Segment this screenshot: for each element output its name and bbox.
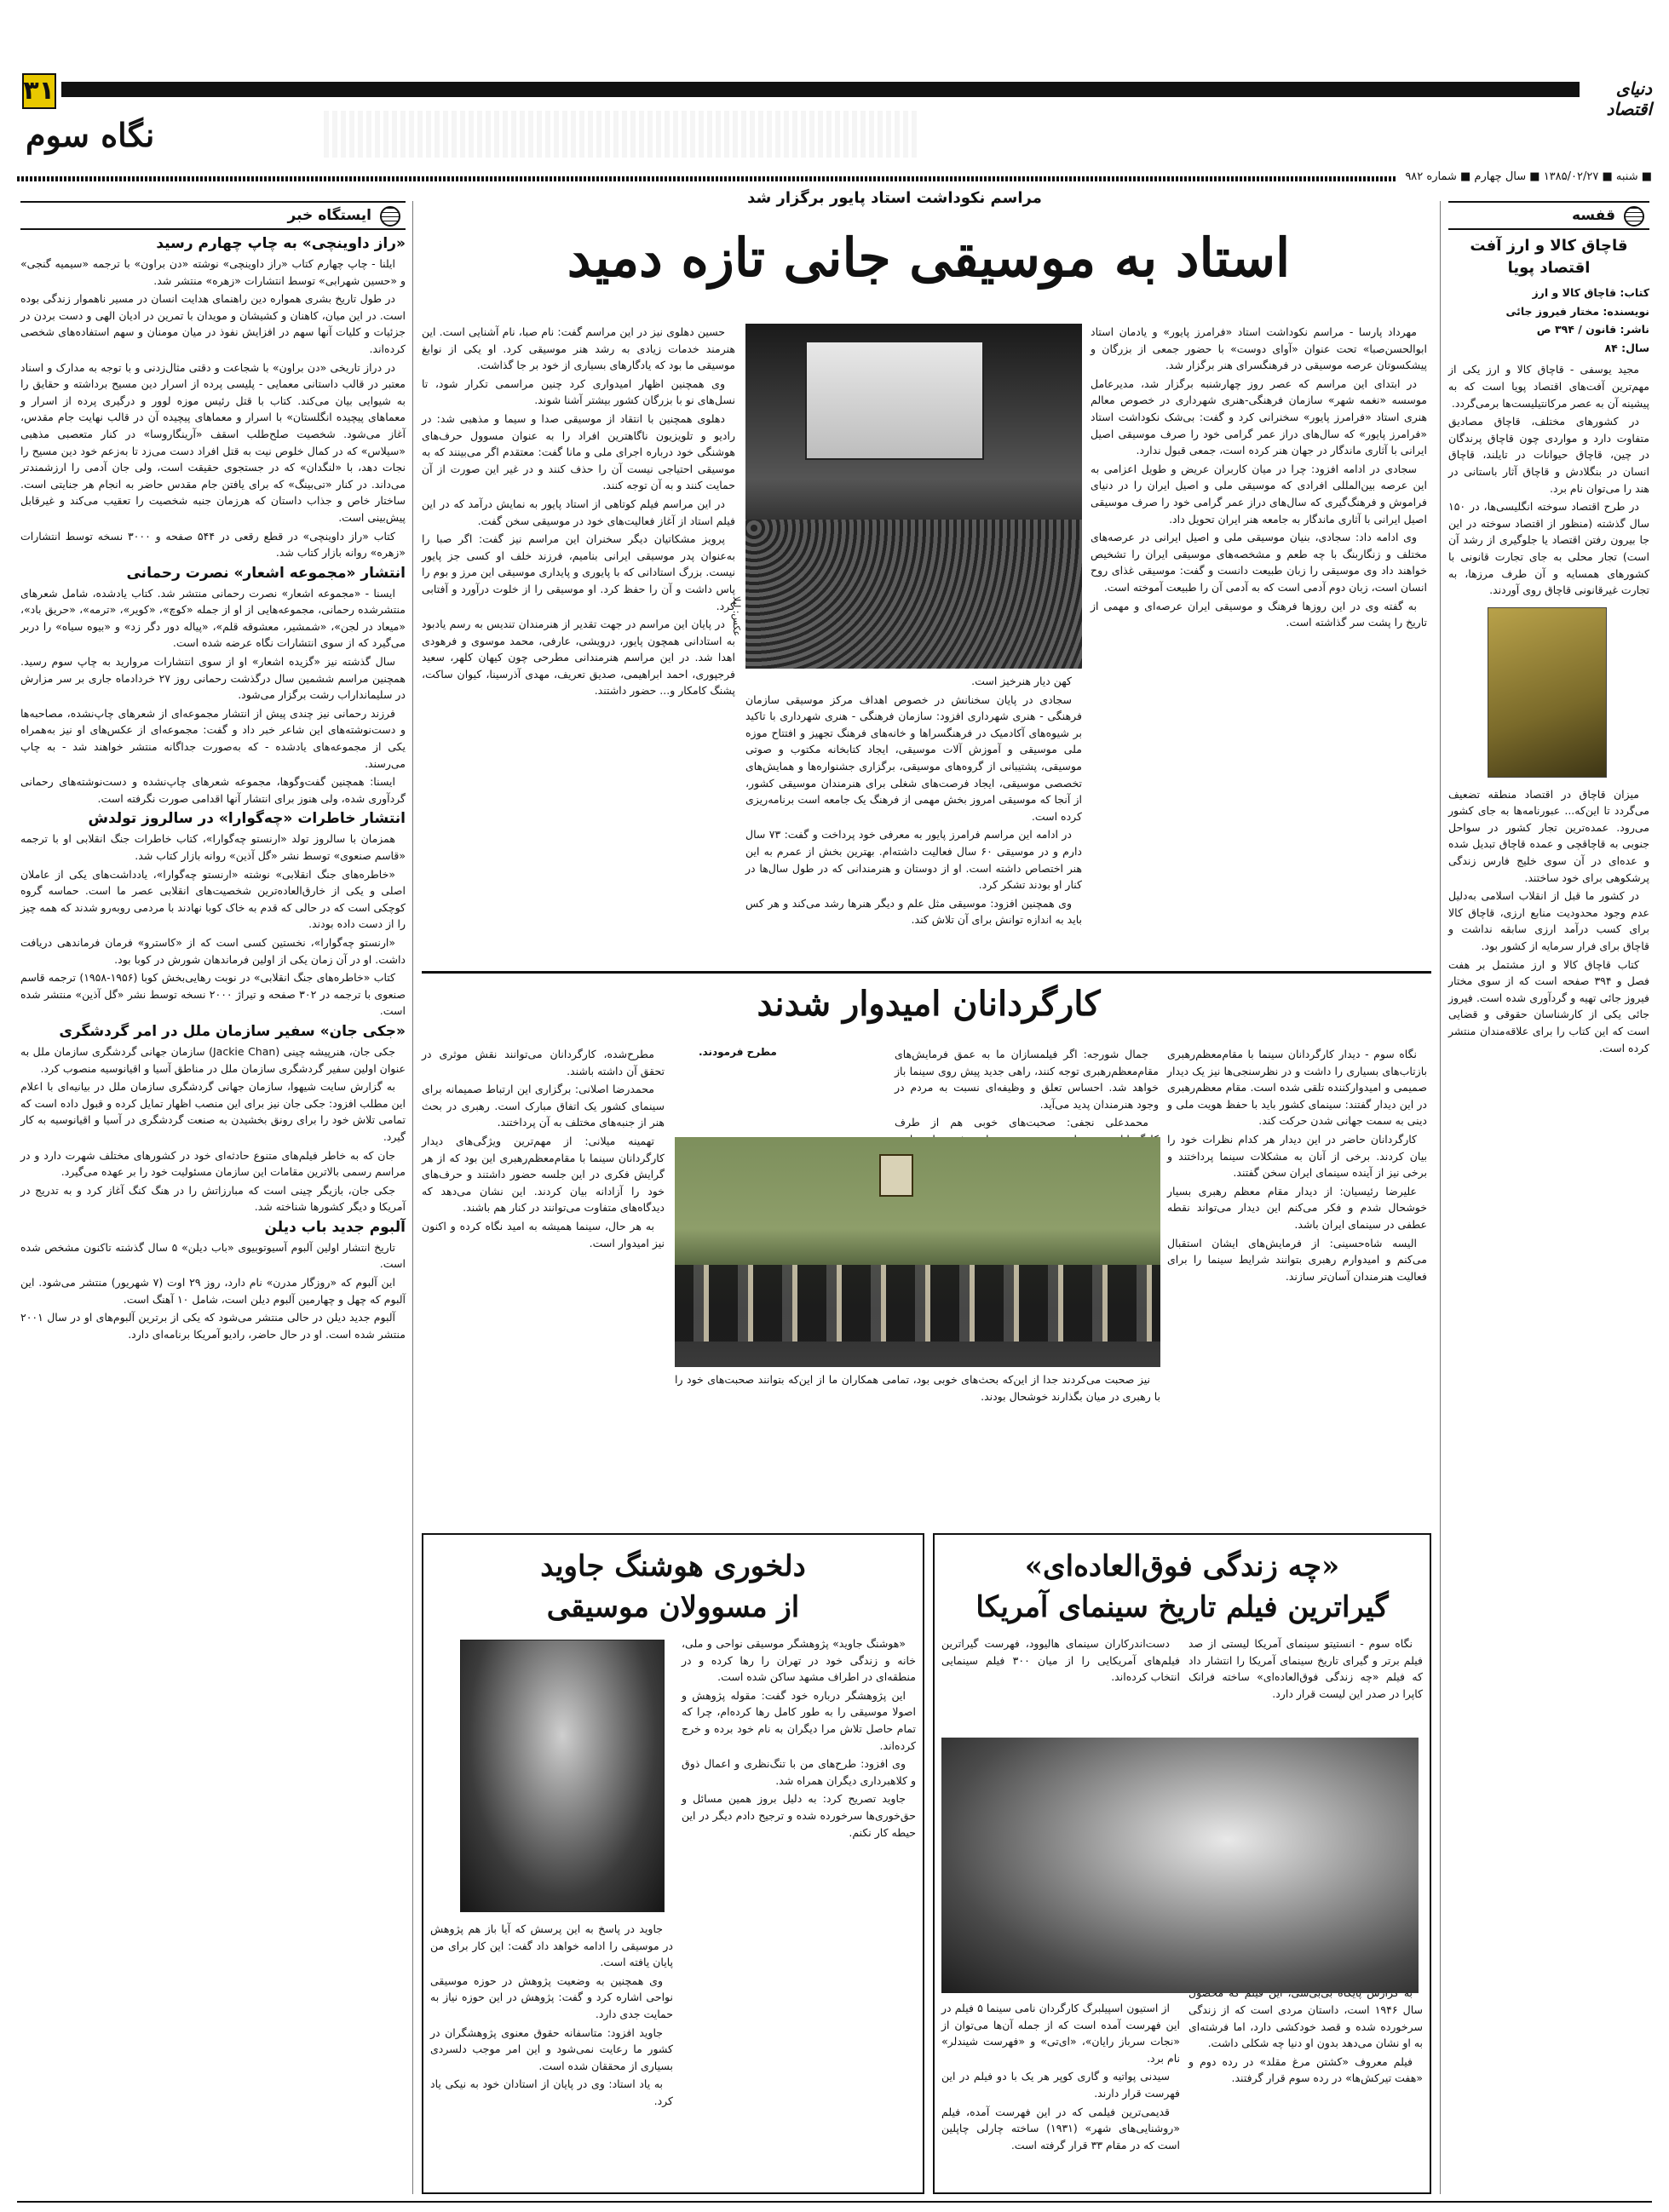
second-article-col-c: مطرح‌شده، کارگردانان می‌توانند نقش موثری در تحقق آن داشته باشند. محمدرضا اصلانی: برگزاری این ارتباط صمیمانه برای سینمای کشور یک اتفاق مبارک است. رهبری در بحث هنر از جنبه‌های مختلف به آن پرداختند. تهمینه میلانی: از مهم‌ترین ویژگی‌های دیدار کارگردانان سینما با مقام‌معظم‌رهبری این بود که از هر گرایش فکری در این جلسه حضور داشتند و حرف‌های خود را آزادانه بیان کردند. این نشان می‌دهد که دیدگاه‌های متفاوت می‌توانند در کنار هم باشند. به هر حال، سینما همیشه به امید نگاه کرده و اکنون نیز امیدوار است. <box>422 1048 665 1250</box>
film-headline: «چه زندگی فوق‌العاده‌ای» گیراترین فیلم تاریخ سینمای آمریکا <box>976 1549 1389 1624</box>
dateline-rule <box>17 176 1396 181</box>
section-title: نگاه سوم <box>26 116 155 154</box>
film-article-col-a: نگاه سوم - انستیتو سینمای آمریکا لیستی از صد فیلم برتر و گیرای تاریخ سینمای آمریکا را انتشار داد که فیلم «چه زندگی فوق‌العاده‌ای» ساخته فرانک کاپرا در صدر این لیست قرار دارد. سال ۱۹۴۶ است، داستان مردی است که از زندگی سرخورده شده و قصد خودکشی دارد، اما فرشته‌ای به او نشان می‌دهد بدون او دنیا چه شکلی داشت. فیلم معروف «کشتن مرغ مقلد» در رده دوم و «هفت تیرکش‌ها» در رده سوم قرار گرفتند. <box>1188 1637 1423 2085</box>
photo-credit: عکس: لیلا <box>731 596 742 637</box>
book-title: قاچاق کالا و ارز آفت اقتصاد پویا <box>1470 237 1628 277</box>
main-article-col-3: کهن دیار هنرخیز است. سجادی در پایان سخنانش در خصوص اهداف مرکز موسیقی سازمان فرهنگی - هنری شهرداری افزود: سازمان فرهنگی - هنری شهرداری با تاکید بر شیوه‌های آکادمیک در فرهنگسراها و خانه‌های فرهنگ تجهیز و افتتاح موزه ملی موسیقی و آموزش آلات موسیقی، ایجاد کتابخانه مکتوب و صوتی موسیقی، پشتیبانی از گروه‌های موسیقی، برگزاری جشنواره‌ها و همایش‌های تخصصی موسیقی، ایجاد فرصت‌های شغلی برای هنرمندان موسیقی کشور، از آنجا که موسیقی امروز بخش مهمی از فرهنگ یک جامعه است برنامه‌ریزی کرده است. در ادامه این مراسم فرامرز پایور به معرفی خود پرداخت و گفت: ۷۳ سال دارم و در موسیقی ۶۰ سال فعالیت داشته‌ام. بهترین بخش از عمرم به این هنر اختصاص داشته است. او از دوستان و هنرمندانی که در طول سال‌ها در کنار او بودند تشکر کرد. وی همچنین افزود: موسیقی مثل علم و دیگر هنرها رشد می‌کند و هر کس باید به اندازه توانش برای آن تلاش کند. <box>745 675 1082 927</box>
column-divider <box>412 201 413 2194</box>
portrait-frame <box>879 1154 913 1197</box>
main-kicker: مراسم نکوداشت استاد پایور برگزار شد <box>747 189 1042 207</box>
second-article-col-b: جمال شورجه: اگر فیلمسازان ما به عمق فرمایش‌های مقام‌معظم‌رهبری توجه کنند، راهی جدید پیش روی سینما باز خواهد شد. احساس تعلق و وظیفه‌ای نسبت به مردم در وجود هنرمندان پدید می‌آید. محمدعلی نجفی: صحبت‌های خوبی هم از طرف <box>895 1048 1159 1129</box>
stage-screen <box>805 341 984 460</box>
news-heading: انتشار «مجموعه اشعار» نصرت رحمانی <box>126 564 406 582</box>
news-heading: «جکی جان» سفیر سازمان ملل در امر گردشگری <box>59 1022 406 1040</box>
shelf-column: قاچاق کالا و ارز آفت اقتصاد پویا کتاب: قاچاق کالا و ارز نویسنده: مختار فیروز جائی ناشر: قانون / ۳۹۴ ص سال: ۸۴ مجید یوسفی - قاچاق کالا و ارز یکی از مهم‌ترین آفت‌های اقتصاد پویا است که به پیشینه آن به عصر مرکانتیلیست‌ها برمی‌گردد. در کشورهای مختلف، قاچاق مصادیق متفاوت دارد و مواردی چون قاچاق پرندگان در چین، قاچاق حیوانات در تایلند، قاچاق انسان در بنگلادش و قاچاق آثار باستانی در هند را می‌توان نام برد. در طرح اقتصاد سوخته انگلیسی‌ها، در ۱۵۰ سال گذشته (منظور از اقتصاد سوخته در این جا بیرون رفتن اقتصاد یا جلوگیری از رشد آن است) تجار محلی به جای تجارت قانونی با کشورهای همسایه و آن طرف مرزها، به تجارت غیرقانونی قاچاق روی آوردند. میزان قاچاق در اقتصاد منطقه تضعیف می‌گردد تا این‌که... عبورنامه‌ها به جای کشور می‌رود. عمده‌ترین تجار کشور در سواحل جنوبی به قاچاقچی و عمده قاچاق تبدیل شده و عده‌ای در آن سوی خلیج فارس زندگی پرشکوهی برای خود ساختند. در کشور ما قبل از انقلاب اسلامی به‌دلیل عدم وجود محدودیت منابع ارزی، قاچاق کالا برای کسب درآمد ارزی سابقه نداشت و قاچاق برای فرار سرمایه از کشور بود. کتاب قاچاق کالا و ارز مشتمل بر هفت فصل و ۳۹۴ صفحه است که از سوی مختار فیروز جائی تهیه و گردآوری شده است. فیروز جائی یکی از کارشناسان حقوقی و قضایی است که این کتاب را برای علاقه‌مندان منتشر کرده است. <box>1448 237 1649 1054</box>
article-divider <box>422 971 1431 974</box>
news-heading: «راز داوینچی» به چاپ چهارم رسید <box>156 235 406 252</box>
news-item-2: انتشار «مجموعه اشعار» نصرت رحمانی ایسنا - «مجموعه اشعار» نصرت رحمانی منتشر شد. کتاب یادشده، شامل شعرهای منتشرشده رحمانی، مجموعه‌هایی از او از جمله «کوچ»، «کویر»، «ترمه»، «حریق باد»، «میعاد در لجن»، «شمشیر، معشوقه قلم»، «پیاله دور دگر زد» و «بیوه سیاه» را دربر می‌گیرد که از سوی انتشارات نگاه عرضه شده است. سال گذشته نیز «گزیده اشعار» او از سوی انتشارات مروارید به چاپ سوم رسید. همچنین مراسم ششمین سال درگذشت رحمانی روز ۲۷ خردادماه جاری بر سر مزارش در سلیمانداراب رشت برگزار می‌شود. فرزند رحمانی نیز چندی پیش از انتشار مجموعه‌ای از شعرهای چاپ‌نشده، مصاحبه‌ها و دست‌نوشته‌های این شاعر خبر داد و گفت: مجموعه‌ای از عکس‌های او نیز به‌همراه یکی از مجموعه‌های یادشده - که به‌صورت جداگانه منتشر خواهند شد - به چاپ می‌رسند. ایسنا: همچنین گفت‌وگوها، مجموعه شعرهای چاپ‌نشده و دست‌نوشته‌های رحمانی گردآوری شده، ولی هنوز برای انتشار آنها اقدامی صورت نگرفته است. <box>20 564 406 805</box>
shelf-header: قفسه <box>1448 201 1649 230</box>
main-article-col-1: مهرداد پارسا - مراسم نکوداشت استاد «فرامرز پایور» و یادمان استاد ابوالحسن‌صبا» تحت عنوان «آوای دوست» با حضور جمعی از بزرگان و پیشکسوتان عرصه موسیقی در فرهنگسرای هنر برگزار شد. در ابتدای این مراسم که عصر روز چهارشنبه برگزار شد، مدیرعامل موسسه «نغمه شهر» سازمان فرهنگی-هنری شهرداری در خصوص معالم هنری استاد «فرامرز پایور» سخنرانی کرد و گفت: بی‌شک نکوداشت استاد «فرامرز پایور» که سال‌های دراز عمر گرامی خود را صرف موسیقی اصیل ایرانی با آثاری ماندگار در جهان هنر کرده است، جمعی قبول ندارد. سجادی در ادامه افزود: چرا در میان کاربران عریض و طویل اعزامی به این عرصه بین‌المللی افرادی که موسیقی ملی و اصیل ایران را در دنیای فراموش و فرهنگ‌گیری که سال‌های دراز عمر گرامی خود را صرف موسیقی اصیل ایرانی با آثاری ماندگار به جامعه هنر ایران تحویل داد. وی ادامه داد: سجادی، بنیان موسیقی ملی و اصیل ایرانی در عرصه‌های مختلف و زنگاربنگ با چه طعم و مشخصه‌های موسیقی ایران را تشخیص خواهند داد وی موسیقی را زبان طبیعت دانست و گفت: موسیقی غذای روح انسان است، زبان دوم آدمی است که به آدمی آن را طبیعت آموخته است. به گفته وی در این روزها فرهنگ و موسیقی ایران عرصه‌ای و مهمی از تاریخ را پشت سر گذاشته است. <box>1091 325 1427 629</box>
film-still-image <box>941 1738 1419 1993</box>
news-heading: آلبوم جدید باب دیلن <box>264 1218 406 1236</box>
dateline: ■ شنبه ■ ۱۳۸۵/۰۲/۲۷ ■ سال چهارم ■ شماره ۹۸۲ <box>1405 170 1652 183</box>
seated-people <box>675 1265 1160 1342</box>
news-item-4: «جکی جان» سفیر سازمان ملل در امر گردشگری جکی جان، هنرپیشه چینی (Jackie Chan) سازمان جهانی گردشگری سازمان ملل به عنوان اولین سفیر گردشگری سازمان ملل در مناطق آسیا و اقیانوسیه منصوب کرد. به گزارش سایت شیهوا، سازمان جهانی گردشگری سازمان ملل در بیانیه‌ای با اعلام این مطلب افزود: جکی جان نیز برای این منصب اظهار تمایل کرده و قبول داده است که تمامی تلاش خود را برای رونق بخشیدن به صنعت گردشگری در آسیا و اقیانوسیه به کار گیرد. جان که به خاطر فیلم‌های متنوع حادثه‌ای خود در کشورهای مختلف شهرت دارد و در مراسم رسمی بالاترین مقامات این سازمان مسئولیت خود را بر عهده می‌گیرد. جکی جان، بازیگر چینی است که مبارزاتش را در هنگ کنگ آغاز کرد و به تدریج در آمریکا و دیگر کشورها شناخته شد. <box>20 1022 406 1214</box>
main-headline: استاد به موسیقی جانی تازه دمید <box>567 227 1291 289</box>
news-item-1: «راز داوینچی» به چاپ چهارم رسید ایلنا - چاپ چهارم کتاب «راز داوینچی» نوشته «دن براون» با ترجمه «سیمیه گنجی» و «حسین شهرابی» توسط انتشارات «زهره» منتشر شد. در طول تاریخ بشری همواره دین راهنمای هدایت انسان در مسیر ناهموار زندگی بوده است. در این میان، کاهنان و کشیشان و مویدان با تمرین در ادیان الهی و دست بردن در جزئیات و کلیات آنها سهم در افزایش نفوذ در میان مومنان و سهم استفاده‌های شخصی کرده‌اند. در دراز تاریخی «دن براون» با شجاعت و دقتی مثال‌زدنی و با توجه به مدارک و اسناد معتبر در قالب داستانی معمایی - پلیسی پرده از اسرار دین مسیح برداشته و حقایق را به شیوایی بیان می‌کند. کتاب با قتل رئیس موزه لوور و درگیری پرده از اسرار و معماهای پیچیده انگلستان» با اسرار و معماهای پیچیده آن در قالب نهایت جام مقدس، آغاز می‌شود. شخصیت صلح‌طلب اسقف «آرینگاروسا» در کنار متعصبی مذهبی «سیلاس» که در کمال خلوص نیت به قتل افراد دست می‌زد تا به‌زعم خود دین مسیح را نجات دهد، با «لنگدان» که در جستجوی حقیقت است، ولی جان آدمی را ارزشمندتر می‌داند. در کنار «تی‌بینگ» که برای یافتن جام مقدس حاضر به انجام هر جنایتی است. ساختار خاص و جذاب داستان که هرزمان جنبه شخصیت را تعقیب می‌کند و غیرقابل پیش‌بینی است. کتاب «راز داوینچی» در قطع رقعی در ۵۴۴ صفحه و ۳۰۰۰ نسخه توسط انتشارات «زهره» روانه بازار کتاب شد. <box>20 235 406 560</box>
globe-icon <box>1624 206 1644 227</box>
masthead-bar <box>61 82 1580 97</box>
book-cover-image <box>1488 607 1607 778</box>
concert-hall-photo <box>745 324 1082 669</box>
news-station-header: ایستگاه خبر <box>20 201 406 230</box>
hooshang-javid-photo <box>460 1640 665 1912</box>
audience <box>745 520 1082 669</box>
news-item-5: آلبوم جدید باب دیلن تاریخ انتشار اولین آلبوم آسیوتوبیوی «باب دیلن» ۵ سال گذشته تاکنون مشخص شده است. این آلبوم که «روزگار مدرن» نام دارد، روز ۲۹ اوت (۷ شهریور) منتشر می‌شود. این آلبوم که چهل و چهارمین آلبوم دیلن است، شامل ۱۰ آهنگ است. آلبوم جدید دیلن در حالی منتشر می‌شود که یکی از برترین آلبوم‌های او در سال ۲۰۰۱ منتشر شده است. او در حال حاضر، رادیو آمریکا برنامه‌ای دارد. <box>20 1218 406 1341</box>
page-number: ۳۱ <box>22 73 56 109</box>
film-article-col-b2: از استیون اسپیلبرگ کارگردان نامی سینما ۵ فیلم در این فهرست آمده است که از جمله آن‌ها می‌توان از «نجات سرباز رایان»، «ای‌تی» و «فهرست شیندلر» نام برد. سیدنی پواتیه و گاری کوپر هر یک با دو فیلم در این فهرست قرار دارند. قدیمی‌ترین فیلمی که در این فهرست آمده، فیلم «روشنایی‌های شهر» (۱۹۳۱) ساخته چارلی چاپلین است که در مقام ۳۳ قرار گرفته است. <box>941 2002 1180 2152</box>
news-heading: انتشار خاطرات «چه‌گوارا» در سالروز تولدش <box>88 810 406 828</box>
second-headline: کارگردانان امیدوار شدند <box>757 984 1101 1024</box>
brand-logo: دنیای اقتصاد <box>1606 78 1652 119</box>
book-meta: کتاب: قاچاق کالا و ارز نویسنده: مختار فیروز جائی ناشر: قانون / ۳۹۴ ص سال: ۸۴ <box>1505 286 1649 354</box>
main-article-col-2: حسین دهلوی نیز در این مراسم گفت: نام صبا، نام آشنایی است. این هنرمند خدمات زیادی به رشد هنر موسیقی کرد. او یکی از نوابغ موسیقی ما بود که یادگارهای بسیاری از خود بر جا گذاشت. وی همچنین اظهار امیدواری کرد چنین مراسمی تکرار شود، تا نسل‌های نو با بزرگان کشور بیشتر آشنا شوند. دهلوی همچنین با انتقاد از موسیقی صدا و سیما و مذهبی شد: در رادیو و تلویزیون ناگاهترین افراد را به عنوان مسوول حرف‌های هوشنگی خود درباره اجرای ملی و مانا گفت: معتقدم اگر می‌بینند که به موسیقی احتیاجی نیست آن را حذف کنند و در غیر این صورت از آن حمایت کنند و به آن توجه کنند. در این مراسم فیلم کوتاهی از استاد پایور به نمایش درآمد که در این فیلم استاد از آغاز فعالیت‌های خود در موسیقی سخن گفت. پرویز مشکاتیان دیگر سخنران این مراسم نیز گفت: اگر صبا را به‌عنوان پدر موسیقی ایرانی بنامیم، فرزند خلف او کسی جز پایور نیست. بزرگ استادانی که با پایوری و پایداری موسیقی این مرز و بوم را پاس داشت و آن را حفظ کرد. او موسیقی را از خلوت درآورد و آفتابی کرد. در پایان این مراسم در جهت تقدیر از هنرمندان تندیس به رسم یادبود به استادانی همچون پایور، درویشی، عارفی، محمد موسوی و فرهودی اهدا شد. در این مراسم هنرمندانی مطرحی چون کیهان کلهر، سعید فرجپوری، احمد ابراهیمی، صدیق تعریف، مهدی آذرسینا، کیوان ساکت، پشنگ کامکار و... حضور داشتند. <box>422 325 735 698</box>
music-article-col-b: جاوید در پاسخ به این پرسش که آیا باز هم پژوهش در موسیقی را ادامه خواهد داد گفت: این کار برای من پایان یافته است. وی همچنین به وضعیت پژوهش در حوزه موسیقی نواحی اشاره کرد و گفت: پژوهش در این حوزه نیاز به حمایت جدی دارد. جاوید افزود: متاسفانه حقوق معنوی پژوهشگران در کشور ما رعایت نمی‌شود و این امر موجب دلسردی بسیاری از محققان شده است. به یاد استاد: وی در پایان از استادان خود به نیکی یاد کرد. <box>430 1922 673 2107</box>
second-article-col-b2: نیز صحبت می‌کردند جدا از این‌که بحث‌های خوبی بود، تمامی همکاران ما از این‌که بتوانند صحبت‌های خود را با رهبری در میان بگذارند خوشحال بودند. <box>675 1373 1160 1403</box>
meeting-photo <box>675 1137 1160 1367</box>
bottom-rule <box>17 2201 1652 2203</box>
second-article-col-a: نگاه سوم - دیدار کارگردانان سینما با مقام‌معظم‌رهبری بازتاب‌های بسیاری را داشت و در نظرسنجی‌ها نیز یک دیدار صمیمی و امیدوارکننده تلقی شده است. مقام معظم‌رهبری در این دیدار گفتند: سینمای کشور باید با حفظ هویت ملی و دینی به سمت جهانی شدن حرکت کند. کارگردانان حاضر در این دیدار هر کدام نظرات خود را بیان کردند. برخی از آنان به مشکلات سینما پرداختند و برخی نیز از آینده سینمای ایران سخن گفتند. علیرضا رئیسیان: از دیدار مقام معظم رهبری بسیار خوشحال شدم و فکر می‌کنم این دیدار می‌تواند نقطه عطفی در سینمای ایران باشد. الیسه شاه‌حسینی: از فرمایش‌های ایشان استقبال می‌کنم و امیدوارم رهبری بتوانند شرایط سینما را برای فعالیت هنرمندان آسان‌تر سازند. <box>1167 1048 1427 1283</box>
film-article-col-b: دست‌اندرکاران سینمای هالیوود، فهرست گیراترین فیلم‌های آمریکایی را از میان ۳۰۰ فیلم سینمایی انتخاب کرده‌اند. <box>941 1637 1180 1684</box>
world-map-decoration <box>324 111 920 158</box>
news-station-column <box>20 233 406 2201</box>
column-divider <box>1440 201 1441 2194</box>
globe-icon <box>380 206 400 227</box>
music-article-col-a: «هوشنگ جاوید» پژوهشگر موسیقی نواحی و ملی، خانه و زندگی خود در تهران را رها کرده و در منطقه‌ای در اطراف مشهد ساکن شده است. این پژوهشگر درباره خود گفت: مقوله پژوهش و اصولا موسیقی را به طور کامل رها کرده‌ام، چرا که تمام حاصل تلاش مرا دیگران به نام خود برده و خرج کرده‌اند. وی افزود: طرح‌های من با تنگ‌نظری و اعمال ذوق و کلاهبرداری دیگران همراه شد. جاوید تصریح کرد: به دلیل بروز همین مسائل و حق‌خوری‌ها سرخورده شده و ترجیح دادم دیگر در این حیطه کار نکنم. <box>682 1637 916 1839</box>
news-item-3: انتشار خاطرات «چه‌گوارا» در سالروز تولدش همزمان با سالروز تولد «ارنستو چه‌گوارا»، کتاب خاطرات جنگ انقلابی او با ترجمه «قاسم صنعوی» توسط نشر «گل آذین» روانه بازار کتاب شد. «خاطره‌های جنگ انقلابی» نوشته «ارنستو چه‌گوارا»، یادداشت‌های یکی از عاملان اصلی و یکی از خارق‌العاده‌ترین شخصیت‌های انقلابی عصر ما است. حماسه گروه کوچکی است که در حالی که قدم به خاک کوبا نهادند با مردمی روبه‌رو شدند که همه چیز را از دست داده بودند. «ارنستو چه‌گوارا»، نخستین کسی است که از «کاسترو» فرمان فرماندهی دریافت داشت. او در آن زمان یکی از اولین فرماندهان شورش در کوبا بود. کتاب «خاطره‌های جنگ انقلابی» در نوبت رهایی‌بخش کوبا (۱۹۵۶-۱۹۵۸) ترجمه قاسم صنعوی با ترجمه در ۳۰۲ صفحه و تیراژ ۲۰۰۰ نسخه توسط نشر «گل آذین» منتشر شده است. <box>20 810 406 1018</box>
second-kicker: مطرح فرمودند. <box>699 1046 777 1058</box>
music-headline: دلخوری هوشنگ جاوید از مسوولان موسیقی <box>540 1549 806 1624</box>
